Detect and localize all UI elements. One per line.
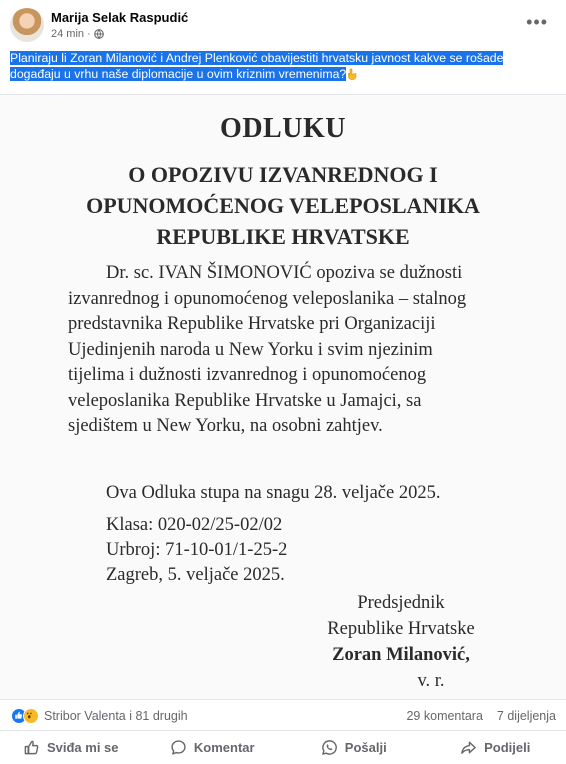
caption-line-2: događaju u vrhu naše diplomacije u ovim kriznim vremenima? <box>10 67 347 81</box>
like-button[interactable] <box>0 731 142 764</box>
document-subtitle <box>0 159 566 252</box>
document-place-date: Zagreb, 5. veljače 2025. <box>106 565 285 585</box>
document-subtitle-line-2: OPUNOMOĆENOG VELEPOSLANIKA <box>86 193 480 218</box>
send-button[interactable] <box>283 731 425 764</box>
document-title: ODLUKU <box>220 113 346 144</box>
document-subtitle-line-3: REPUBLIKE HRVATSKE <box>156 224 410 249</box>
wow-reaction-icon <box>23 708 39 724</box>
post-time[interactable]: 24 min <box>51 28 85 40</box>
comment-button[interactable] <box>142 731 284 764</box>
document-klasa: Klasa: 020-02/25-02/02 <box>106 515 283 535</box>
engagement-counts <box>406 709 556 723</box>
meta-separator: · <box>87 28 91 40</box>
document-references <box>106 513 287 588</box>
document-effective-date: Ova Odluka stupa na snagu 28. veljače 2025. <box>106 483 441 503</box>
document-body-paragraph: Dr. sc. IVAN ŠIMONOVIĆ opoziva se dužnosti izvanrednog i opunomoćenog veleposlanika – stalnog predstavnika Republike Hrvatske pri Organizaciji Ujedinjenih naroda u New Yorku i svim njezinim tijelima i dužnosti izvanrednog i opunomoćenog veleposlanika Republike Hrvatske u Jamajci, sa sjedištem u New Yorku, na osobni zahtjev. <box>68 263 467 436</box>
like-button-label: Sviđa mi se <box>46 740 119 755</box>
comments-count[interactable]: 29 komentara <box>406 709 483 723</box>
document-urbroj: Urbroj: 71-10-01/1-25-2 <box>106 540 288 560</box>
document-image[interactable] <box>0 94 566 700</box>
action-bar <box>0 730 566 764</box>
caption-line-1: Planiraju li Zoran Milanović i Andrej Plenković obavijestiti hrvatsku javnost kakve se rošade <box>10 51 504 65</box>
signature-role-1: Predsjednik <box>357 593 445 613</box>
comment-bubble-icon <box>170 739 187 756</box>
document-subtitle-line-1: O OPOZIVU IZVANREDNOG I <box>128 162 438 187</box>
reaction-icons[interactable] <box>11 708 41 724</box>
globe-icon <box>94 29 104 39</box>
author-avatar[interactable] <box>10 8 44 42</box>
author-name[interactable]: Marija Selak Raspudić <box>51 10 189 25</box>
reactions-bar <box>0 703 566 729</box>
signature-vr: v. r. <box>417 671 445 691</box>
share-arrow-icon <box>460 739 477 756</box>
share-button[interactable] <box>425 731 566 764</box>
comment-button-label: Komentar <box>193 740 255 755</box>
share-button-label: Podijeli <box>484 740 531 755</box>
whatsapp-icon <box>321 739 338 756</box>
more-options-icon[interactable]: ••• <box>526 12 548 32</box>
post-header <box>0 0 566 48</box>
signature-role-2: Republike Hrvatske <box>327 619 475 639</box>
thumbs-up-icon <box>23 739 40 756</box>
post-meta <box>51 28 104 40</box>
signature-name: Zoran Milanović, <box>332 645 470 665</box>
pointing-down-emoji-icon <box>346 68 358 80</box>
reaction-names[interactable]: Stribor Valenta i 81 drugih <box>44 709 188 723</box>
shares-count[interactable]: 7 dijeljenja <box>496 709 556 723</box>
document-body <box>68 261 488 440</box>
post-caption <box>10 50 558 82</box>
send-button-label: Pošalji <box>344 740 387 755</box>
